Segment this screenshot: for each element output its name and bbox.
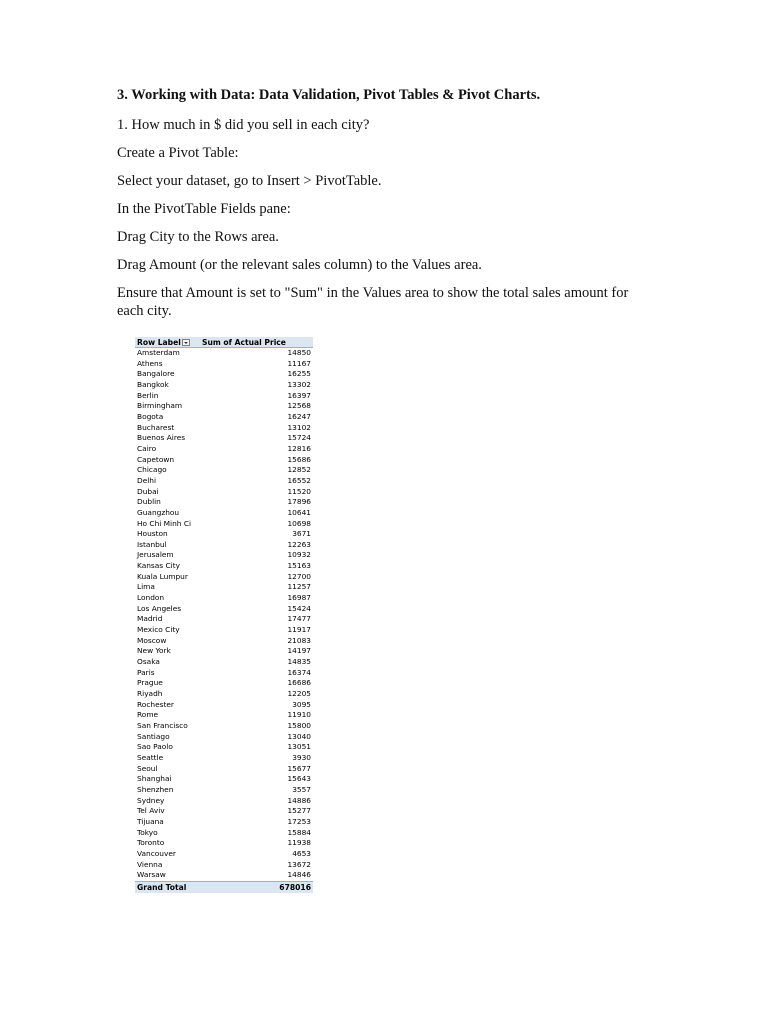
city-cell[interactable]: Tel Aviv (137, 806, 165, 816)
city-cell[interactable]: Osaka (137, 657, 160, 667)
pivot-header-row (135, 337, 313, 348)
city-cell[interactable]: Birmingham (137, 401, 183, 411)
table-row[interactable] (135, 550, 313, 561)
table-row[interactable] (135, 444, 313, 455)
table-row[interactable] (135, 401, 313, 412)
step-ensure-sum: Ensure that Amount is set to "Sum" in the Values area to show the total sales amount for each city. (117, 285, 629, 319)
table-row[interactable] (135, 838, 313, 849)
city-cell[interactable]: Istanbul (137, 539, 167, 549)
row-labels-header-text: Row Label (137, 337, 181, 347)
city-cell[interactable]: Rochester (137, 699, 174, 709)
city-cell[interactable]: Kansas City (137, 561, 180, 571)
table-row[interactable] (135, 860, 313, 871)
table-row[interactable] (135, 817, 313, 828)
city-cell[interactable]: Bangalore (137, 369, 175, 379)
city-cell[interactable]: Tijuana (137, 816, 164, 826)
sum-cell[interactable]: 15163 (287, 561, 311, 571)
grand-total-label: Grand Total (137, 882, 187, 892)
sum-cell[interactable]: 15424 (287, 603, 311, 613)
step-fields-pane: In the PivotTable Fields pane: (117, 201, 291, 217)
sum-cell[interactable]: 16686 (287, 678, 311, 688)
sum-cell[interactable]: 14886 (287, 795, 311, 805)
table-row[interactable] (135, 742, 313, 753)
city-cell[interactable]: Shenzhen (137, 784, 174, 794)
grand-total-row (135, 881, 313, 893)
city-cell[interactable]: Bangkok (137, 379, 169, 389)
table-row[interactable] (135, 828, 313, 839)
sum-cell[interactable]: 11910 (287, 710, 311, 720)
step-select-dataset: Select your dataset, go to Insert > PivotTable. (117, 173, 382, 189)
city-cell[interactable]: Seoul (137, 763, 158, 773)
table-row[interactable] (135, 348, 313, 359)
sum-cell[interactable]: 12263 (287, 539, 311, 549)
sum-cell[interactable]: 3095 (292, 699, 311, 709)
sum-cell[interactable]: 10641 (287, 507, 311, 517)
city-cell[interactable]: Lima (137, 582, 155, 592)
table-row[interactable] (135, 764, 313, 775)
table-row[interactable] (135, 753, 313, 764)
sum-cell[interactable]: 12205 (287, 689, 311, 698)
sum-cell[interactable]: 4653 (292, 848, 311, 858)
table-row[interactable] (135, 700, 313, 711)
sum-cell[interactable]: 3557 (292, 784, 311, 794)
city-cell[interactable]: Cairo (137, 443, 157, 453)
city-cell[interactable]: Ho Chi Minh Ci (137, 518, 192, 528)
city-cell[interactable]: Delhi (137, 475, 157, 485)
sum-cell[interactable]: 15686 (287, 454, 311, 464)
sum-cell[interactable]: 13102 (287, 422, 311, 432)
row-labels-header (135, 338, 201, 347)
city-cell[interactable]: Capetown (137, 454, 175, 464)
city-cell[interactable]: Bogota (137, 411, 164, 421)
sum-cell[interactable]: 17477 (287, 614, 311, 624)
city-cell[interactable]: Moscow (137, 635, 167, 645)
question-text: 1. How much in $ did you sell in each city? (117, 117, 370, 133)
city-cell[interactable]: Chicago (137, 465, 167, 475)
sum-cell[interactable]: 13051 (287, 742, 311, 752)
step-create-pivot: Create a Pivot Table: (117, 145, 239, 161)
sum-cell[interactable]: 3671 (292, 529, 311, 539)
city-cell[interactable]: Jerusalem (137, 550, 174, 560)
city-cell[interactable]: Dublin (137, 497, 161, 507)
city-cell[interactable]: Guangzhou (137, 507, 180, 517)
sum-cell[interactable]: 12852 (287, 465, 311, 475)
sum-cell[interactable]: 15884 (287, 827, 311, 837)
city-cell[interactable]: San Francisco (137, 720, 188, 730)
city-cell[interactable]: Prague (137, 678, 163, 688)
sum-cell[interactable]: 11167 (287, 358, 311, 368)
city-cell[interactable]: Bucharest (137, 422, 175, 432)
document-body (117, 86, 657, 330)
table-row[interactable] (135, 625, 313, 636)
table-row[interactable] (135, 710, 313, 721)
city-cell[interactable]: Sao Paolo (137, 742, 173, 752)
table-row[interactable] (135, 604, 313, 615)
table-row[interactable] (135, 870, 313, 881)
city-cell[interactable]: Warsaw (137, 870, 166, 880)
table-row[interactable] (135, 476, 313, 487)
table-row[interactable] (135, 646, 313, 657)
sum-cell[interactable]: 13672 (287, 859, 311, 869)
sum-cell[interactable]: 12568 (287, 401, 311, 411)
city-cell[interactable]: Sydney (137, 795, 165, 805)
table-row[interactable] (135, 593, 313, 604)
city-cell[interactable]: Vienna (137, 859, 163, 869)
table-row[interactable] (135, 369, 313, 380)
city-cell[interactable]: London (137, 593, 165, 603)
table-row[interactable] (135, 561, 313, 572)
sum-cell[interactable]: 14846 (287, 870, 311, 880)
sum-cell[interactable]: 11520 (287, 486, 311, 496)
table-row[interactable] (135, 614, 313, 625)
table-row[interactable] (135, 806, 313, 817)
sum-cell[interactable]: 17896 (287, 497, 311, 507)
sum-cell[interactable]: 17253 (287, 816, 311, 826)
table-row[interactable] (135, 668, 313, 679)
sum-header: Sum of Actual Price (202, 337, 286, 347)
city-cell[interactable]: Kuala Lumpur (137, 571, 188, 581)
city-cell[interactable]: Tokyo (137, 827, 158, 837)
table-row[interactable] (135, 529, 313, 540)
grand-total-value: 678016 (279, 882, 311, 892)
table-row[interactable] (135, 487, 313, 498)
table-row[interactable] (135, 423, 313, 434)
sum-cell[interactable]: 12700 (287, 571, 311, 581)
table-row[interactable] (135, 732, 313, 743)
table-row[interactable] (135, 465, 313, 476)
sum-cell[interactable]: 16255 (287, 369, 311, 379)
section-heading: 3. Working with Data: Data Validation, Pivot Tables & Pivot Charts. (117, 87, 541, 103)
table-row[interactable] (135, 359, 313, 370)
table-row[interactable] (135, 540, 313, 551)
sum-cell[interactable]: 14850 (287, 348, 311, 357)
sum-cell[interactable]: 13040 (287, 731, 311, 741)
table-row[interactable] (135, 636, 313, 647)
sum-cell[interactable]: 10698 (287, 518, 311, 528)
city-cell[interactable]: Amsterdam (137, 348, 180, 357)
pivot-rows (135, 348, 313, 881)
table-row[interactable] (135, 391, 313, 402)
sum-cell[interactable]: 15677 (287, 763, 311, 773)
city-cell[interactable]: Shanghai (137, 774, 172, 784)
sum-cell[interactable]: 16247 (287, 411, 311, 421)
sum-cell[interactable]: 14197 (287, 646, 311, 656)
sum-cell[interactable]: 11917 (287, 625, 311, 635)
table-row[interactable] (135, 689, 313, 700)
city-cell[interactable]: New York (137, 646, 171, 656)
city-cell[interactable]: Buenos Aires (137, 433, 186, 443)
city-cell[interactable]: Athens (137, 358, 163, 368)
city-cell[interactable]: Paris (137, 667, 155, 677)
sum-cell[interactable]: 16987 (287, 593, 311, 603)
table-row[interactable] (135, 678, 313, 689)
pivot-table (135, 337, 313, 893)
table-row[interactable] (135, 785, 313, 796)
table-row[interactable] (135, 497, 313, 508)
sum-cell[interactable]: 15643 (287, 774, 311, 784)
table-row[interactable] (135, 774, 313, 785)
sum-cell[interactable]: 16552 (287, 475, 311, 485)
table-row[interactable] (135, 796, 313, 807)
city-cell[interactable]: Santiago (137, 731, 170, 741)
step-drag-amount: Drag Amount (or the relevant sales column) to the Values area. (117, 257, 482, 273)
city-cell[interactable]: Vancouver (137, 848, 176, 858)
table-row[interactable] (135, 721, 313, 732)
table-row[interactable] (135, 412, 313, 423)
table-row[interactable] (135, 657, 313, 668)
city-cell[interactable]: Mexico City (137, 625, 180, 635)
city-cell[interactable]: Madrid (137, 614, 163, 624)
filter-dropdown-icon[interactable] (182, 339, 190, 346)
sum-cell[interactable]: 16374 (287, 667, 311, 677)
city-cell[interactable]: Los Angeles (137, 603, 182, 613)
table-row[interactable] (135, 433, 313, 444)
sum-cell[interactable]: 3930 (292, 752, 311, 762)
table-row[interactable] (135, 582, 313, 593)
city-cell[interactable]: Seattle (137, 752, 164, 762)
sum-cell[interactable]: 15724 (287, 433, 311, 443)
city-cell[interactable]: Riyadh (137, 689, 163, 698)
table-row[interactable] (135, 455, 313, 466)
sum-cell[interactable]: 11938 (287, 838, 311, 848)
sum-cell[interactable]: 15800 (287, 720, 311, 730)
sum-cell[interactable]: 11257 (287, 582, 311, 592)
table-row[interactable] (135, 572, 313, 583)
table-row[interactable] (135, 508, 313, 519)
city-cell[interactable]: Berlin (137, 390, 159, 400)
sum-cell[interactable]: 14835 (287, 657, 311, 667)
sum-cell[interactable]: 13302 (287, 379, 311, 389)
city-cell[interactable]: Toronto (137, 838, 165, 848)
sum-cell[interactable]: 10932 (287, 550, 311, 560)
sum-cell[interactable]: 15277 (287, 806, 311, 816)
sum-cell[interactable]: 16397 (287, 390, 311, 400)
step-drag-city: Drag City to the Rows area. (117, 229, 279, 245)
table-row[interactable] (135, 519, 313, 530)
city-cell[interactable]: Rome (137, 710, 159, 720)
table-row[interactable] (135, 380, 313, 391)
table-row[interactable] (135, 849, 313, 860)
city-cell[interactable]: Dubai (137, 486, 159, 496)
city-cell[interactable]: Houston (137, 529, 168, 539)
sum-cell[interactable]: 21083 (287, 635, 311, 645)
sum-cell[interactable]: 12816 (287, 443, 311, 453)
